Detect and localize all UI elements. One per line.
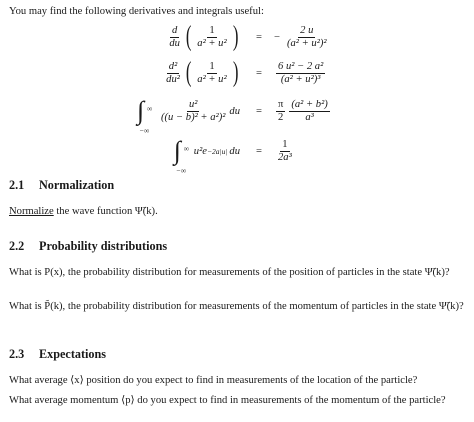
equation-second-derivative: $\frac{\text{d²}}{\text{du²}}$ ( $\frac{1}{\text{a² + u²}}$ ) = $\frac{\text{6 u² − 2 a²}}{\text{(a² + u²)³}}$ bbox=[166, 57, 324, 88]
eq3-lower-limit: −∞ bbox=[138, 126, 150, 135]
paragraph-normalize bbox=[9, 206, 467, 219]
eq1-lhs-d: d bbox=[171, 24, 178, 36]
eq2-lhs-d2: d² bbox=[168, 60, 178, 72]
equals-sign: = bbox=[256, 145, 262, 157]
eq4-upper-limit: ∞ bbox=[183, 144, 190, 153]
eq4-exponent: −2a|u| bbox=[206, 146, 228, 156]
eq1-rhs-sign: − bbox=[274, 31, 280, 43]
eq4-du: du bbox=[229, 145, 240, 157]
section-heading-normalization bbox=[9, 178, 114, 193]
equation-block bbox=[130, 20, 390, 175]
section-title: Normalization bbox=[39, 178, 115, 192]
equation-first-derivative: $\frac{d}{du}$ ( $\frac{1}{\text{a² + u²}}$ ) = − $\frac{2 u}{\text{(a² + u²)²}}$ bbox=[169, 21, 327, 52]
equation-exponential-integral bbox=[130, 134, 390, 175]
eq4-lower-limit: −∞ bbox=[175, 166, 187, 175]
section-number: 2.1 bbox=[9, 178, 25, 192]
eq2-inner-den: a² + u² bbox=[197, 73, 227, 85]
eq1-inner-num: 1 bbox=[209, 24, 215, 36]
section-heading-expectations bbox=[9, 347, 106, 362]
eq3-num: u² bbox=[188, 98, 198, 110]
eq3-rhs-two: 2 bbox=[278, 111, 284, 123]
paragraph-momentum-distribution: What is P̃(k), the probability distribution for measurements of the momentum of particles in the state Ψ̃(k)? bbox=[9, 301, 464, 312]
eq3-rhs-num: (a² + b²) bbox=[291, 98, 328, 110]
eq2-inner-num: 1 bbox=[209, 60, 215, 72]
integral-sign: ∫ ∞ −∞ bbox=[137, 98, 153, 124]
equals-sign: = bbox=[256, 31, 262, 43]
eq1-inner-den: a² + u² bbox=[197, 37, 227, 49]
paragraph-rest: the wave function Ψ̃(k). bbox=[53, 206, 158, 217]
eq1-rhs-den: (a² + u²)² bbox=[286, 37, 327, 49]
eq2-rhs-num: 6 u² − 2 a² bbox=[278, 60, 324, 72]
equals-sign: = bbox=[256, 67, 262, 79]
section-title: Expectations bbox=[39, 347, 107, 361]
eq2-lhs-du2: du² bbox=[166, 73, 180, 85]
eq4-integrand: u²e bbox=[193, 145, 207, 157]
eq3-rhs-den: a³ bbox=[305, 111, 314, 123]
eq4-rhs-num: 1 bbox=[282, 138, 288, 150]
eq1-lhs-du: du bbox=[169, 37, 180, 49]
eq2-rhs-den: (a² + u²)³ bbox=[280, 73, 321, 85]
eq3-upper-limit: ∞ bbox=[146, 104, 153, 113]
section-number: 2.3 bbox=[9, 347, 25, 361]
paragraph-expected-momentum: What average momentum ⟨p⟩ do you expect to find in measurements of the momentum of the particle? bbox=[9, 395, 446, 406]
paragraph-expected-position: What average ⟨x⟩ position do you expect to find in measurements of the location of the particle? bbox=[9, 375, 418, 386]
paragraph-position-distribution: What is P(x), the probability distribution for measurements of the position of particles in the state Ψ̃(k)? bbox=[9, 267, 450, 278]
section-title: Probability distributions bbox=[39, 239, 168, 253]
section-number: 2.2 bbox=[9, 239, 25, 253]
intro-text: You may find the following derivatives and integrals useful: bbox=[9, 6, 264, 17]
eq3-den: ((u − b)² + a²)² bbox=[160, 111, 226, 123]
equation-rational-integral bbox=[130, 94, 390, 135]
eq3-du: du bbox=[229, 105, 240, 117]
integral-sign: ∫ ∞ −∞ bbox=[174, 138, 190, 164]
section-heading-probability bbox=[9, 239, 167, 254]
eq3-rhs-pi: π bbox=[278, 98, 284, 110]
equals-sign: = bbox=[256, 105, 262, 117]
normalize-link[interactable]: Normalize bbox=[9, 206, 54, 217]
eq4-rhs-den: 2a³ bbox=[278, 151, 292, 163]
eq1-rhs-num: 2 u bbox=[300, 24, 314, 36]
